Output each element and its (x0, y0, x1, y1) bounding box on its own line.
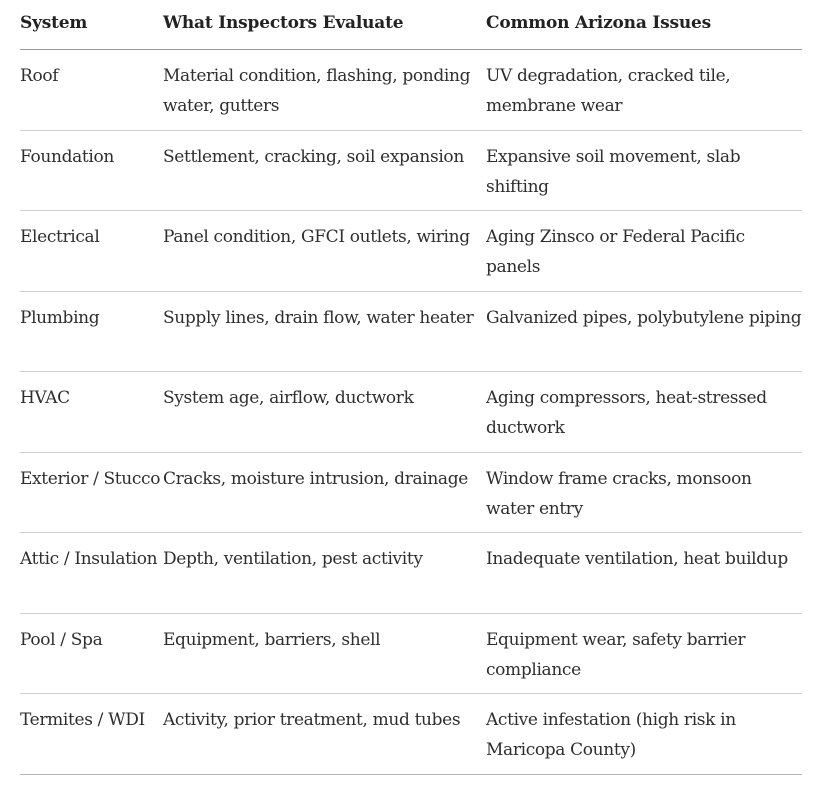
inspection-table (20, 0, 802, 775)
cell-evaluate: Cracks, moisture intrusion, drainage (163, 468, 468, 489)
cell-issues: Window frame cracks, monsoon water entry (486, 468, 752, 519)
cell-system: Electrical (20, 227, 100, 247)
cell-issues: Galvanized pipes, polybutylene piping (486, 307, 802, 328)
cell-system: HVAC (20, 388, 70, 408)
cell-issues: Inadequate ventilation, heat buildup (486, 549, 788, 569)
cell-evaluate: Settlement, cracking, soil expansion (163, 146, 464, 167)
cell-system: Termites / WDI (20, 710, 145, 730)
cell-evaluate: System age, airflow, ductwork (163, 388, 414, 408)
table-row (20, 372, 802, 453)
cell-evaluate: Depth, ventilation, pest activity (163, 549, 423, 569)
table-header (20, 0, 802, 50)
table-row (20, 131, 802, 212)
cell-system: Plumbing (20, 307, 100, 328)
cell-system: Pool / Spa (20, 629, 103, 650)
cell-issues: Active infestation (high risk in Maricopa County) (486, 710, 736, 760)
table-row (20, 694, 802, 775)
cell-system: Foundation (20, 146, 114, 167)
header-common-arizona-issues: Common Arizona Issues (486, 13, 711, 33)
cell-evaluate: Activity, prior treatment, mud tubes (163, 710, 461, 730)
cell-evaluate: Supply lines, drain flow, water heater (163, 307, 474, 328)
cell-system: Attic / Insulation (20, 549, 158, 569)
table-row (20, 453, 802, 534)
cell-issues: Aging Zinsco or Federal Pacific panels (486, 227, 745, 277)
cell-system: Exterior / Stucco (20, 468, 161, 489)
cell-issues: Equipment wear, safety barrier compliance (486, 629, 746, 680)
table-row (20, 50, 802, 131)
table-row (20, 211, 802, 292)
cell-system: Roof (20, 66, 59, 86)
cell-evaluate: Panel condition, GFCI outlets, wiring (163, 227, 470, 247)
cell-evaluate: Equipment, barriers, shell (163, 629, 381, 650)
table-body (20, 50, 802, 775)
cell-issues: Expansive soil movement, slab shifting (486, 146, 741, 197)
cell-issues: UV degradation, cracked tile, membrane wear (486, 66, 731, 116)
table-row (20, 614, 802, 695)
header-what-inspectors-evaluate: What Inspectors Evaluate (163, 13, 404, 33)
table-row (20, 292, 802, 373)
header-system: System (20, 13, 88, 33)
table-row (20, 533, 802, 614)
cell-issues: Aging compressors, heat-stressed ductwork (486, 388, 767, 438)
cell-evaluate: Material condition, flashing, ponding water, gutters (163, 66, 471, 116)
